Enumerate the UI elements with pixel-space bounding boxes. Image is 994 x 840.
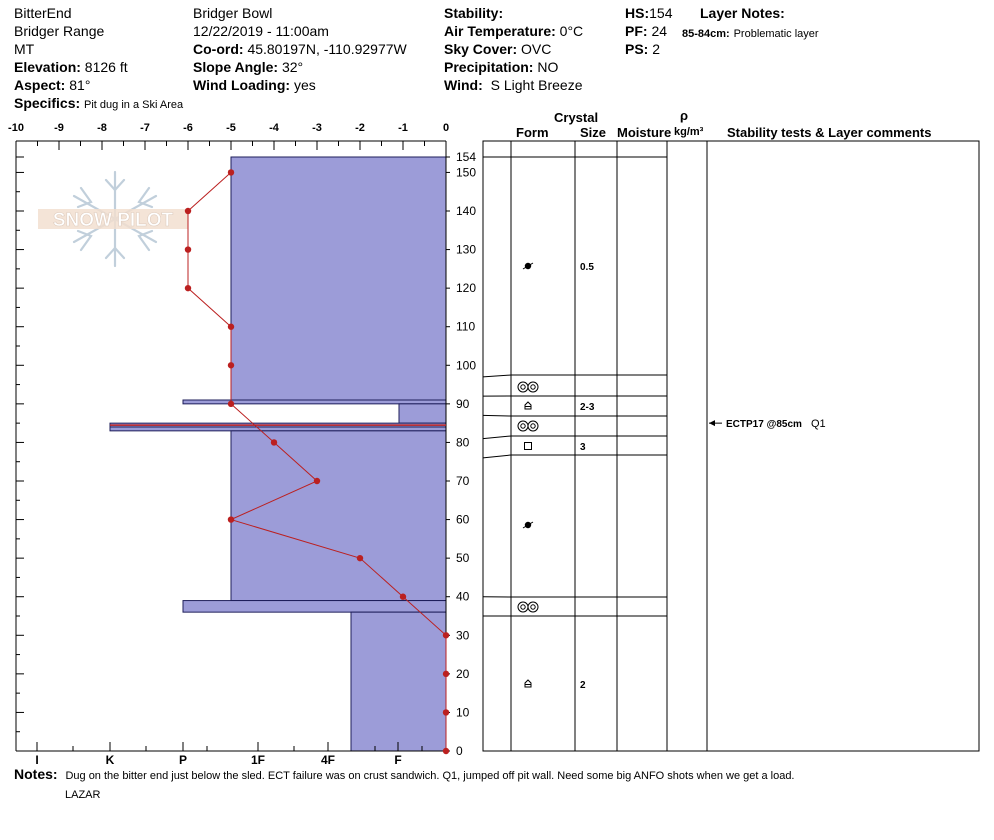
melt-form-icon	[518, 382, 528, 392]
melt-form-icon-inner	[531, 424, 535, 428]
height-tick-label: 90	[456, 396, 470, 411]
elevation-value: 8126 ft	[84, 59, 128, 75]
hs-value: 154	[649, 5, 673, 21]
stability-label: Stability:	[444, 5, 504, 21]
density-unit-header: kg/m³	[674, 126, 704, 138]
height-tick-label: 110	[456, 319, 476, 334]
temperature-point	[185, 246, 191, 252]
coord-value: 45.80197N, -110.92977W	[247, 41, 407, 57]
notes-text: Dug on the bitter end just below the sled. ECT failure was on crust sandwich. Q1, jumped off pit wall. Need some big ANFO shots when we get a load.	[65, 770, 795, 782]
temp-tick-label: -7	[140, 122, 150, 134]
hardness-layer	[110, 427, 446, 431]
layer-connector	[483, 455, 511, 458]
height-tick-label: 30	[456, 628, 470, 643]
state-name: MT	[14, 41, 35, 57]
height-tick-label: 150	[456, 165, 477, 180]
pf-value: 24	[651, 23, 668, 39]
temp-tick-label: 0	[442, 122, 450, 134]
hardness-label: I	[35, 753, 39, 767]
notes-author: LAZAR	[65, 789, 101, 801]
hs-label: HS:	[625, 5, 650, 21]
height-tick-label: 0	[456, 744, 463, 758]
melt-form-icon	[518, 602, 528, 612]
table-frame	[483, 141, 979, 751]
temp-tick-label: -2	[355, 122, 365, 134]
crystal-size: 3	[580, 442, 586, 453]
melt-form-icon-inner	[521, 424, 525, 428]
melt-form-icon-inner	[521, 605, 525, 609]
temperature-point	[228, 362, 234, 368]
precip-value: NO	[537, 59, 559, 75]
temperature-point	[271, 439, 277, 445]
height-tick-label: 100	[456, 358, 477, 373]
hardness-label: F	[394, 753, 402, 767]
melt-form-icon-inner	[531, 385, 535, 389]
height-tick-label: 130	[456, 242, 477, 257]
temperature-point	[400, 594, 406, 600]
melt-form-icon	[528, 602, 538, 612]
stability-test-arrowhead	[709, 420, 715, 426]
hardness-layer	[231, 157, 446, 400]
temperature-point	[185, 285, 191, 291]
elevation-label: Elevation:	[14, 59, 81, 75]
height-tick-label: 154	[456, 150, 477, 164]
snowpilot-logo	[38, 172, 188, 266]
layer-connector	[483, 436, 511, 439]
air-temp-label: Air Temperature:	[444, 23, 556, 39]
temp-tick-label: -4	[269, 122, 279, 134]
hardness-label: K	[105, 753, 115, 767]
height-tick-label: 140	[456, 204, 477, 218]
height-tick-label: 40	[456, 589, 470, 604]
stability-test-quality: Q1	[811, 418, 826, 431]
temperature-point	[443, 748, 449, 754]
pf-label: PF:	[625, 23, 648, 39]
moisture-header: Moisture	[617, 125, 672, 140]
logo-text: SNOW PILOT	[52, 210, 174, 231]
air-temp-value: 0°C	[559, 23, 584, 39]
faceted-icon	[525, 443, 532, 450]
hardness-label: 1F	[250, 753, 266, 767]
hardness-layers	[110, 157, 446, 751]
slope-value: 32°	[281, 59, 304, 75]
date-time: 12/22/2019 - 11:00am	[193, 23, 329, 39]
layer-notes-label: Layer Notes:	[700, 5, 785, 21]
temperature-point	[228, 516, 234, 522]
coord-label: Co-ord:	[193, 41, 244, 57]
area-name: Bridger Bowl	[193, 5, 273, 21]
temp-tick-label: -6	[183, 122, 193, 134]
height-tick-label: 20	[456, 666, 470, 681]
temperature-point	[443, 671, 449, 677]
height-tick-label: 120	[456, 281, 477, 296]
crystal-header: Crystal	[554, 110, 599, 125]
sky-label: Sky Cover:	[444, 41, 518, 57]
height-tick-label: 70	[456, 474, 470, 488]
layer-note-text: Problematic layer	[733, 28, 819, 40]
range-name: Bridger Range	[14, 23, 105, 39]
height-tick-label: 60	[456, 512, 470, 527]
depth-hoar-icon	[525, 680, 531, 687]
aspect-label: Aspect:	[14, 77, 66, 93]
temperature-point	[443, 709, 449, 715]
temp-tick-label: -10	[8, 122, 24, 134]
depth-hoar-icon	[525, 402, 531, 409]
temperature-point	[314, 478, 320, 484]
ps-value: 2	[652, 41, 661, 57]
specifics-label: Specifics:	[14, 95, 81, 111]
hardness-layer	[351, 612, 446, 751]
wind-loading-value: yes	[293, 77, 316, 93]
temperature-point	[228, 169, 234, 175]
melt-form-icon	[518, 421, 528, 431]
crystal-size: 0.5	[580, 262, 594, 273]
hardness-layer	[183, 601, 446, 613]
temperature-point	[357, 555, 363, 561]
height-tick-label: 10	[456, 705, 470, 720]
hardness-label: P	[178, 753, 188, 767]
stability-tests-header: Stability tests & Layer comments	[727, 125, 932, 140]
stability-test-label: ECTP17 @85cm	[726, 419, 802, 431]
temp-tick-label: -5	[226, 122, 236, 134]
crystal-size: 2	[580, 680, 586, 691]
temp-tick-label: -1	[398, 122, 408, 134]
size-header: Size	[580, 125, 607, 140]
wind-label: Wind:	[444, 77, 483, 93]
wind-value: S Light Breeze	[490, 77, 583, 93]
hardness-layer	[183, 400, 446, 404]
temperature-point	[185, 208, 191, 214]
temp-tick-label: -3	[312, 122, 322, 134]
layer-note-depth: 85-84cm:	[682, 28, 730, 40]
wind-loading-label: Wind Loading:	[193, 77, 291, 93]
melt-form-icon-inner	[531, 605, 535, 609]
form-header: Form	[516, 125, 549, 140]
layers-table	[483, 141, 979, 751]
melt-form-icon	[528, 421, 538, 431]
hardness-label: 4F	[320, 753, 336, 767]
temperature-point	[228, 401, 234, 407]
sky-value: OVC	[521, 41, 552, 57]
specifics-value: Pit dug in a Ski Area	[84, 99, 184, 111]
aspect-value: 81°	[69, 77, 91, 93]
notes-label: Notes:	[14, 766, 58, 782]
melt-form-icon	[528, 382, 538, 392]
hardness-layer	[399, 404, 446, 423]
temperature-point	[443, 632, 449, 638]
layer-connector	[483, 415, 511, 416]
notes	[14, 766, 795, 784]
precip-label: Precipitation:	[444, 59, 534, 75]
crystal-size: 2-3	[580, 402, 595, 413]
layer-connector	[483, 375, 511, 377]
temperature-point	[228, 324, 234, 330]
height-tick-label: 80	[456, 435, 470, 450]
height-tick-label: 50	[456, 551, 470, 566]
ps-label: PS:	[625, 41, 649, 57]
temp-tick-label: -9	[54, 122, 64, 134]
temp-tick-label: -8	[97, 122, 107, 134]
location-name: BitterEnd	[14, 5, 72, 21]
hardness-layer	[231, 431, 446, 601]
slope-label: Slope Angle:	[193, 59, 279, 75]
rho-header: ρ	[680, 108, 689, 123]
melt-form-icon-inner	[521, 385, 525, 389]
